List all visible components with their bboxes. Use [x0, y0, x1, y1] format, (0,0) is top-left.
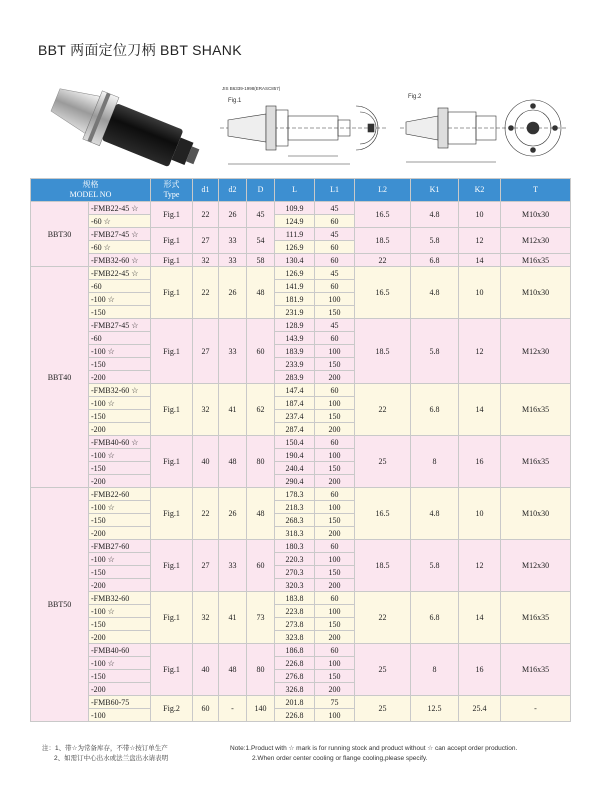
d1-cell: 40 [193, 644, 219, 696]
L1-cell: 200 [315, 423, 355, 436]
L1-cell: 60 [315, 644, 355, 657]
model-cell: -100 ☆ [89, 345, 151, 358]
K1-cell: 4.8 [411, 488, 459, 540]
model-cell: -150 [89, 410, 151, 423]
model-cell: -100 ☆ [89, 657, 151, 670]
d2-cell: 41 [219, 592, 247, 644]
L-cell: 237.4 [275, 410, 315, 423]
L1-cell: 150 [315, 462, 355, 475]
L1-cell: 200 [315, 527, 355, 540]
L-cell: 318.3 [275, 527, 315, 540]
K1-cell: 4.8 [411, 202, 459, 228]
T-cell: M16x35 [501, 384, 571, 436]
model-cell: -200 [89, 371, 151, 384]
L2-cell: 16.5 [355, 202, 411, 228]
header-K1: K1 [411, 179, 459, 202]
model-cell: -150 [89, 306, 151, 319]
D-cell: 80 [247, 644, 275, 696]
T-cell: M10x30 [501, 202, 571, 228]
L-cell: 141.9 [275, 280, 315, 293]
model-cell: -FMB32-60 ☆ [89, 384, 151, 397]
L-cell: 126.9 [275, 241, 315, 254]
L-cell: 111.9 [275, 228, 315, 241]
K2-cell: 25.4 [459, 696, 501, 722]
fig1-label: Fig.1 [228, 98, 242, 104]
model-cell: -100 ☆ [89, 449, 151, 462]
L2-cell: 22 [355, 254, 411, 267]
K1-cell: 6.8 [411, 254, 459, 267]
L-cell: 190.4 [275, 449, 315, 462]
header-d1: d1 [193, 179, 219, 202]
L1-cell: 150 [315, 566, 355, 579]
header-L: L [275, 179, 315, 202]
fig2-label: Fig.2 [408, 94, 422, 100]
D-cell: 62 [247, 384, 275, 436]
L1-cell: 45 [315, 319, 355, 332]
L1-cell: 150 [315, 514, 355, 527]
L-cell: 178.3 [275, 488, 315, 501]
spec-table [30, 178, 571, 722]
d2-cell: 48 [219, 436, 247, 488]
L-cell: 226.8 [275, 657, 315, 670]
model-cell: -FMB22-45 ☆ [89, 202, 151, 215]
L-cell: 201.8 [275, 696, 315, 709]
K2-cell: 10 [459, 488, 501, 540]
note-cn-2: 2、如需订中心出水或法兰盘出水请表明 [54, 755, 169, 762]
L1-cell: 100 [315, 657, 355, 670]
d1-cell: 27 [193, 540, 219, 592]
L1-cell: 150 [315, 410, 355, 423]
d2-cell: 48 [219, 644, 247, 696]
d1-cell: 32 [193, 592, 219, 644]
L2-cell: 16.5 [355, 488, 411, 540]
K1-cell: 6.8 [411, 592, 459, 644]
L2-cell: 25 [355, 644, 411, 696]
header-L2: L2 [355, 179, 411, 202]
type-cell: Fig.1 [151, 228, 193, 254]
K1-cell: 8 [411, 436, 459, 488]
model-cell: -FMB27-45 ☆ [89, 319, 151, 332]
D-cell: 73 [247, 592, 275, 644]
group-label: BBT40 [31, 267, 89, 488]
L2-cell: 25 [355, 696, 411, 722]
model-cell: -60 [89, 280, 151, 293]
L1-cell: 60 [315, 280, 355, 293]
L-cell: 283.9 [275, 371, 315, 384]
D-cell: 48 [247, 488, 275, 540]
model-cell: -FMB27-60 [89, 540, 151, 553]
K2-cell: 14 [459, 592, 501, 644]
L1-cell: 100 [315, 501, 355, 514]
L-cell: 150.4 [275, 436, 315, 449]
d1-cell: 60 [193, 696, 219, 722]
header-type: 形式 Type [151, 179, 193, 202]
L-cell: 218.3 [275, 501, 315, 514]
L-cell: 223.8 [275, 605, 315, 618]
T-cell: M12x30 [501, 319, 571, 384]
L-cell: 231.9 [275, 306, 315, 319]
K1-cell: 4.8 [411, 267, 459, 319]
K1-cell: 12.5 [411, 696, 459, 722]
K1-cell: 6.8 [411, 384, 459, 436]
model-cell: -100 ☆ [89, 293, 151, 306]
type-cell: Fig.1 [151, 488, 193, 540]
model-cell: -FMB27-45 ☆ [89, 228, 151, 241]
header-T: T [501, 179, 571, 202]
d1-cell: 40 [193, 436, 219, 488]
table-row [31, 592, 571, 605]
L-cell: 180.3 [275, 540, 315, 553]
L-cell: 183.8 [275, 592, 315, 605]
model-cell: -FMB22-60 [89, 488, 151, 501]
L1-cell: 45 [315, 267, 355, 280]
type-cell: Fig.1 [151, 319, 193, 384]
model-cell: -100 ☆ [89, 501, 151, 514]
header-D: D [247, 179, 275, 202]
d2-cell: 33 [219, 228, 247, 254]
model-cell: -FMB40-60 [89, 644, 151, 657]
notes-chinese [42, 744, 232, 764]
d2-cell: - [219, 696, 247, 722]
type-cell: Fig.1 [151, 254, 193, 267]
D-cell: 60 [247, 540, 275, 592]
d1-cell: 32 [193, 254, 219, 267]
header-d2: d2 [219, 179, 247, 202]
K2-cell: 10 [459, 202, 501, 228]
L2-cell: 18.5 [355, 319, 411, 384]
K1-cell: 5.8 [411, 319, 459, 384]
type-cell: Fig.1 [151, 540, 193, 592]
K2-cell: 16 [459, 436, 501, 488]
d1-cell: 27 [193, 228, 219, 254]
model-cell: -100 ☆ [89, 553, 151, 566]
note-en-2: 2.When order center cooling or flange cooling,please specify. [252, 755, 428, 762]
L-cell: 220.3 [275, 553, 315, 566]
d2-cell: 33 [219, 319, 247, 384]
L1-cell: 45 [315, 202, 355, 215]
T-cell: M16x35 [501, 254, 571, 267]
L-cell: 276.8 [275, 670, 315, 683]
table-row [31, 384, 571, 397]
table-row [31, 644, 571, 657]
table-row [31, 488, 571, 501]
L-cell: 126.9 [275, 267, 315, 280]
L-cell: 233.9 [275, 358, 315, 371]
L1-cell: 150 [315, 306, 355, 319]
model-cell: -100 ☆ [89, 605, 151, 618]
d2-cell: 33 [219, 540, 247, 592]
T-cell: M16x35 [501, 592, 571, 644]
L-cell: 226.8 [275, 709, 315, 722]
type-cell: Fig.1 [151, 267, 193, 319]
L-cell: 147.4 [275, 384, 315, 397]
model-cell: -150 [89, 462, 151, 475]
model-cell: -150 [89, 618, 151, 631]
L1-cell: 100 [315, 709, 355, 722]
fig1-drawing [218, 76, 388, 176]
L1-cell: 60 [315, 332, 355, 345]
d1-cell: 22 [193, 202, 219, 228]
notes-english [230, 744, 590, 764]
L-cell: 128.9 [275, 319, 315, 332]
L1-cell: 45 [315, 228, 355, 241]
table-row [31, 540, 571, 553]
L1-cell: 60 [315, 215, 355, 228]
L1-cell: 100 [315, 449, 355, 462]
L2-cell: 22 [355, 384, 411, 436]
header-L1: L1 [315, 179, 355, 202]
L-cell: 273.8 [275, 618, 315, 631]
L1-cell: 60 [315, 592, 355, 605]
table-row [31, 254, 571, 267]
L-cell: 268.3 [275, 514, 315, 527]
L-cell: 326.8 [275, 683, 315, 696]
L1-cell: 200 [315, 683, 355, 696]
L2-cell: 25 [355, 436, 411, 488]
T-cell: M10x30 [501, 267, 571, 319]
T-cell: - [501, 696, 571, 722]
shank-photo [40, 78, 210, 178]
model-cell: -FMB60-75 [89, 696, 151, 709]
model-cell: -150 [89, 670, 151, 683]
model-cell: -200 [89, 423, 151, 436]
header-K2: K2 [459, 179, 501, 202]
L1-cell: 60 [315, 254, 355, 267]
K2-cell: 12 [459, 319, 501, 384]
D-cell: 80 [247, 436, 275, 488]
D-cell: 45 [247, 202, 275, 228]
d2-cell: 41 [219, 384, 247, 436]
L2-cell: 22 [355, 592, 411, 644]
model-cell: -200 [89, 475, 151, 488]
L1-cell: 150 [315, 670, 355, 683]
L-cell: 320.3 [275, 579, 315, 592]
table-row [31, 228, 571, 241]
L-cell: 183.9 [275, 345, 315, 358]
note-cn-1: 注：1、带☆为常备库存，不带☆按订单生产 [42, 745, 168, 752]
d1-cell: 27 [193, 319, 219, 384]
model-cell: -200 [89, 579, 151, 592]
T-cell: M10x30 [501, 488, 571, 540]
L-cell: 186.8 [275, 644, 315, 657]
L1-cell: 60 [315, 436, 355, 449]
D-cell: 58 [247, 254, 275, 267]
L-cell: 323.8 [275, 631, 315, 644]
model-cell: -FMB32-60 ☆ [89, 254, 151, 267]
fig1-standard: JIS B6339-1998(ERASC857) [222, 86, 281, 91]
K2-cell: 14 [459, 254, 501, 267]
L1-cell: 200 [315, 475, 355, 488]
header-model: 规格 MODEL NO [31, 179, 151, 202]
T-cell: M16x35 [501, 644, 571, 696]
group-label: BBT30 [31, 202, 89, 267]
L1-cell: 100 [315, 553, 355, 566]
type-cell: Fig.1 [151, 592, 193, 644]
model-cell: -FMB40-60 ☆ [89, 436, 151, 449]
L-cell: 187.4 [275, 397, 315, 410]
D-cell: 140 [247, 696, 275, 722]
K1-cell: 8 [411, 644, 459, 696]
type-cell: Fig.1 [151, 436, 193, 488]
K1-cell: 5.8 [411, 540, 459, 592]
L1-cell: 60 [315, 540, 355, 553]
L1-cell: 100 [315, 605, 355, 618]
D-cell: 54 [247, 228, 275, 254]
L-cell: 143.9 [275, 332, 315, 345]
K2-cell: 12 [459, 228, 501, 254]
T-cell: M16x35 [501, 436, 571, 488]
L-cell: 287.4 [275, 423, 315, 436]
L-cell: 240.4 [275, 462, 315, 475]
L1-cell: 200 [315, 371, 355, 384]
type-cell: Fig.2 [151, 696, 193, 722]
D-cell: 60 [247, 319, 275, 384]
fig2-drawing [398, 76, 568, 176]
group-label: BBT50 [31, 488, 89, 722]
model-cell: -FMB22-45 ☆ [89, 267, 151, 280]
L1-cell: 150 [315, 618, 355, 631]
d1-cell: 32 [193, 384, 219, 436]
d2-cell: 26 [219, 202, 247, 228]
note-en-1: Note:1.Product with ☆ mark is for running stock and product without ☆ can accept order production. [230, 745, 518, 752]
L-cell: 109.9 [275, 202, 315, 215]
model-cell: -200 [89, 631, 151, 644]
L-cell: 181.9 [275, 293, 315, 306]
page-title: BBT 两面定位刀柄 BBT SHANK [38, 42, 242, 58]
L1-cell: 100 [315, 345, 355, 358]
model-cell: -60 [89, 332, 151, 345]
L-cell: 270.3 [275, 566, 315, 579]
table-row [31, 202, 571, 215]
d2-cell: 26 [219, 267, 247, 319]
L-cell: 290.4 [275, 475, 315, 488]
L-cell: 130.4 [275, 254, 315, 267]
K2-cell: 12 [459, 540, 501, 592]
d1-cell: 22 [193, 267, 219, 319]
d1-cell: 22 [193, 488, 219, 540]
L2-cell: 18.5 [355, 540, 411, 592]
model-cell: -150 [89, 566, 151, 579]
table-row [31, 319, 571, 332]
L1-cell: 60 [315, 241, 355, 254]
K1-cell: 5.8 [411, 228, 459, 254]
d2-cell: 26 [219, 488, 247, 540]
L1-cell: 60 [315, 384, 355, 397]
model-cell: -200 [89, 683, 151, 696]
model-cell: -60 ☆ [89, 215, 151, 228]
type-cell: Fig.1 [151, 202, 193, 228]
table-row [31, 436, 571, 449]
L1-cell: 60 [315, 488, 355, 501]
K2-cell: 14 [459, 384, 501, 436]
L2-cell: 18.5 [355, 228, 411, 254]
model-cell: -150 [89, 514, 151, 527]
model-cell: -150 [89, 358, 151, 371]
T-cell: M12x30 [501, 228, 571, 254]
K2-cell: 16 [459, 644, 501, 696]
L-cell: 124.9 [275, 215, 315, 228]
model-cell: -60 ☆ [89, 241, 151, 254]
L1-cell: 75 [315, 696, 355, 709]
L1-cell: 200 [315, 579, 355, 592]
model-cell: -100 [89, 709, 151, 722]
table-header-row [31, 179, 571, 202]
L1-cell: 200 [315, 631, 355, 644]
model-cell: -100 ☆ [89, 397, 151, 410]
T-cell: M12x30 [501, 540, 571, 592]
model-cell: -200 [89, 527, 151, 540]
model-cell: -FMB32-60 [89, 592, 151, 605]
type-cell: Fig.1 [151, 644, 193, 696]
D-cell: 48 [247, 267, 275, 319]
table-row [31, 267, 571, 280]
L2-cell: 16.5 [355, 267, 411, 319]
L1-cell: 100 [315, 397, 355, 410]
L1-cell: 100 [315, 293, 355, 306]
d2-cell: 33 [219, 254, 247, 267]
table-row [31, 696, 571, 709]
K2-cell: 10 [459, 267, 501, 319]
L1-cell: 150 [315, 358, 355, 371]
type-cell: Fig.1 [151, 384, 193, 436]
